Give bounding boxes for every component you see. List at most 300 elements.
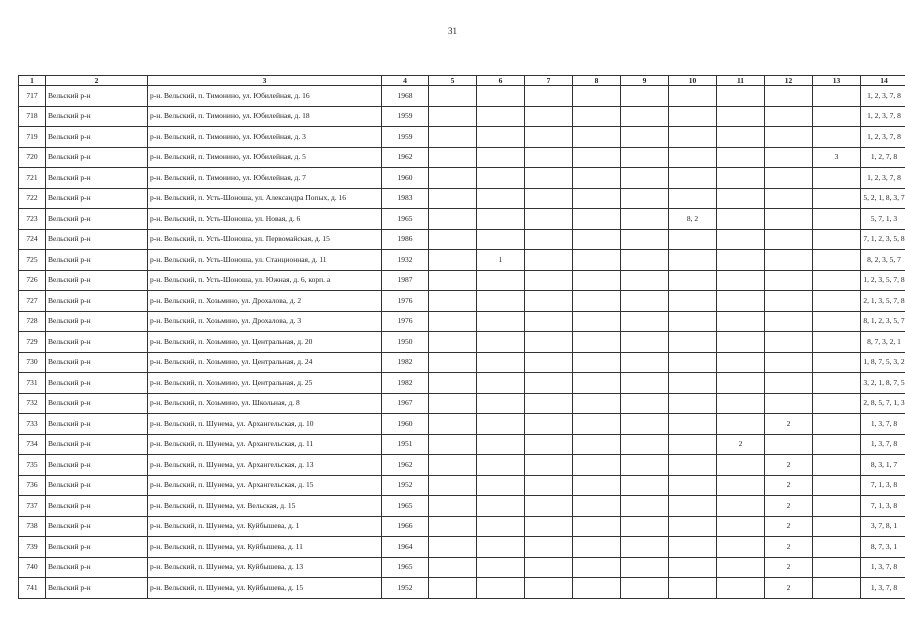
- table-cell-col-14: 8, 7, 3, 2, 1: [861, 332, 905, 353]
- table-cell-col-1: 727: [19, 291, 46, 312]
- page-number: 31: [448, 26, 457, 36]
- table-cell-col-1: 738: [19, 516, 46, 537]
- table-cell-col-4: 1965: [382, 496, 429, 517]
- table-cell-col-2: Вельский р-н: [46, 209, 148, 230]
- table-cell-col-9: [621, 332, 669, 353]
- table-cell-col-6: [477, 127, 525, 148]
- column-header-10: 10: [669, 76, 717, 86]
- table-cell-col-5: [429, 578, 477, 599]
- table-cell-col-12: [765, 434, 813, 455]
- table-cell-col-6: [477, 332, 525, 353]
- table-cell-col-8: [573, 250, 621, 271]
- table-cell-col-10: [669, 414, 717, 435]
- table-cell-col-9: [621, 475, 669, 496]
- table-cell-col-3: р-н. Вельский, п. Хозьмино, ул. Дрохалова, д. 3: [148, 311, 382, 332]
- table-cell-col-10: [669, 229, 717, 250]
- table-cell-col-4: 1976: [382, 291, 429, 312]
- column-header-2: 2: [46, 76, 148, 86]
- table-cell-col-4: 1986: [382, 229, 429, 250]
- table-cell-col-8: [573, 414, 621, 435]
- table-cell-col-7: [525, 516, 573, 537]
- table-cell-col-5: [429, 229, 477, 250]
- table-cell-col-3: р-н. Вельский, п. Тимонино, ул. Юбилейная, д. 3: [148, 127, 382, 148]
- table-cell-col-3: р-н. Вельский, п. Хозьмино, ул. Школьная, д. 8: [148, 393, 382, 414]
- table-row: [19, 229, 905, 250]
- table-cell-col-11: [717, 516, 765, 537]
- table-cell-col-1: 718: [19, 106, 46, 127]
- table-cell-col-1: 722: [19, 188, 46, 209]
- table-cell-col-14: 8, 7, 3, 1: [861, 537, 905, 558]
- table-cell-col-7: [525, 106, 573, 127]
- table-cell-col-2: Вельский р-н: [46, 516, 148, 537]
- table-cell-col-10: [669, 188, 717, 209]
- table-cell-col-7: [525, 127, 573, 148]
- table-row: [19, 414, 905, 435]
- table-cell-col-4: 1968: [382, 86, 429, 107]
- table-cell-col-7: [525, 270, 573, 291]
- table-cell-col-8: [573, 496, 621, 517]
- table-cell-col-5: [429, 311, 477, 332]
- table-cell-col-1: 740: [19, 557, 46, 578]
- table-cell-col-11: [717, 332, 765, 353]
- table-cell-col-7: [525, 578, 573, 599]
- table-cell-col-5: [429, 373, 477, 394]
- table-cell-col-6: [477, 475, 525, 496]
- table-cell-col-9: [621, 229, 669, 250]
- table-cell-col-5: [429, 332, 477, 353]
- table-cell-col-4: 1952: [382, 475, 429, 496]
- table-cell-col-6: [477, 557, 525, 578]
- table-row: [19, 291, 905, 312]
- table-cell-col-3: р-н. Вельский, п. Тимонино, ул. Юбилейная, д. 18: [148, 106, 382, 127]
- table-cell-col-10: [669, 475, 717, 496]
- column-header-11: 11: [717, 76, 765, 86]
- table-cell-col-1: 729: [19, 332, 46, 353]
- table-cell-col-13: [813, 434, 861, 455]
- table-cell-col-7: [525, 373, 573, 394]
- table-cell-col-3: р-н. Вельский, п. Шунема, ул. Архангельская, д. 13: [148, 455, 382, 476]
- table-cell-col-5: [429, 557, 477, 578]
- table-cell-col-7: [525, 86, 573, 107]
- table-cell-col-8: [573, 229, 621, 250]
- table-cell-col-3: р-н. Вельский, п. Хозьмино, ул. Дрохалова, д. 2: [148, 291, 382, 312]
- table-cell-col-6: [477, 496, 525, 517]
- table-cell-col-4: 1965: [382, 557, 429, 578]
- table-cell-col-12: [765, 373, 813, 394]
- table-cell-col-11: [717, 496, 765, 517]
- table-cell-col-13: [813, 578, 861, 599]
- table-cell-col-9: [621, 168, 669, 189]
- table-cell-col-13: [813, 168, 861, 189]
- table-cell-col-7: [525, 311, 573, 332]
- table-cell-col-13: [813, 250, 861, 271]
- table-cell-col-13: [813, 106, 861, 127]
- table-cell-col-10: [669, 250, 717, 271]
- table-cell-col-8: [573, 475, 621, 496]
- table-cell-col-5: [429, 475, 477, 496]
- table-cell-col-10: [669, 168, 717, 189]
- table-cell-col-3: р-н. Вельский, п. Хозьмино, ул. Центральная, д. 24: [148, 352, 382, 373]
- table-cell-col-6: [477, 537, 525, 558]
- table-cell-col-8: [573, 393, 621, 414]
- table-cell-col-13: [813, 332, 861, 353]
- table-cell-col-2: Вельский р-н: [46, 475, 148, 496]
- table-cell-col-11: [717, 147, 765, 168]
- table-cell-col-5: [429, 270, 477, 291]
- table-cell-col-5: [429, 209, 477, 230]
- table-cell-col-13: [813, 291, 861, 312]
- table-cell-col-2: Вельский р-н: [46, 455, 148, 476]
- column-header-3: 3: [148, 76, 382, 86]
- table-cell-col-14: 2, 8, 5, 7, 1, 3: [861, 393, 905, 414]
- table-row: [19, 86, 905, 107]
- table-cell-col-3: р-н. Вельский, п. Тимонино, ул. Юбилейная, д. 16: [148, 86, 382, 107]
- table-cell-col-11: 2: [717, 434, 765, 455]
- table-cell-col-9: [621, 496, 669, 517]
- table-cell-col-1: 736: [19, 475, 46, 496]
- table-cell-col-5: [429, 127, 477, 148]
- table-cell-col-5: [429, 414, 477, 435]
- table-cell-col-2: Вельский р-н: [46, 557, 148, 578]
- table-cell-col-8: [573, 106, 621, 127]
- table-cell-col-5: [429, 291, 477, 312]
- column-header-1: 1: [19, 76, 46, 86]
- table-cell-col-1: 726: [19, 270, 46, 291]
- table-cell-col-6: [477, 373, 525, 394]
- table-cell-col-3: р-н. Вельский, п. Тимонино, ул. Юбилейная, д. 5: [148, 147, 382, 168]
- table-cell-col-9: [621, 106, 669, 127]
- table-cell-col-6: [477, 168, 525, 189]
- table-row: [19, 557, 905, 578]
- table-cell-col-9: [621, 578, 669, 599]
- table-cell-col-10: [669, 106, 717, 127]
- table-cell-col-6: [477, 106, 525, 127]
- table-cell-col-6: [477, 414, 525, 435]
- table-cell-col-7: [525, 209, 573, 230]
- table-cell-col-4: 1967: [382, 393, 429, 414]
- table-cell-col-8: [573, 270, 621, 291]
- column-header-8: 8: [573, 76, 621, 86]
- table-cell-col-12: [765, 291, 813, 312]
- column-header-7: 7: [525, 76, 573, 86]
- table-cell-col-7: [525, 250, 573, 271]
- table-cell-col-6: [477, 188, 525, 209]
- table-cell-col-11: [717, 270, 765, 291]
- table-row: [19, 352, 905, 373]
- table-cell-col-1: 733: [19, 414, 46, 435]
- table-cell-col-8: [573, 332, 621, 353]
- table-cell-col-1: 741: [19, 578, 46, 599]
- table-cell-col-1: 725: [19, 250, 46, 271]
- table-cell-col-10: [669, 557, 717, 578]
- table-cell-col-13: [813, 127, 861, 148]
- table-cell-col-12: [765, 229, 813, 250]
- table-cell-col-6: [477, 229, 525, 250]
- table-cell-col-14: 1, 8, 7, 5, 3, 2: [861, 352, 905, 373]
- table-cell-col-4: 1962: [382, 147, 429, 168]
- table-cell-col-11: [717, 291, 765, 312]
- table-cell-col-12: [765, 188, 813, 209]
- table-cell-col-2: Вельский р-н: [46, 373, 148, 394]
- table-cell-col-8: [573, 373, 621, 394]
- table-cell-col-11: [717, 311, 765, 332]
- table-cell-col-9: [621, 516, 669, 537]
- table-cell-col-2: Вельский р-н: [46, 578, 148, 599]
- table-cell-col-12: 2: [765, 475, 813, 496]
- table-cell-col-3: р-н. Вельский, п. Усть-Шоноша, ул. Южная, д. 6, корп. а: [148, 270, 382, 291]
- table-cell-col-10: [669, 373, 717, 394]
- table-cell-col-8: [573, 291, 621, 312]
- table-cell-col-8: [573, 516, 621, 537]
- table-cell-col-10: [669, 332, 717, 353]
- table-cell-col-10: 8, 2: [669, 209, 717, 230]
- table-cell-col-2: Вельский р-н: [46, 352, 148, 373]
- table-cell-col-7: [525, 475, 573, 496]
- table-cell-col-7: [525, 537, 573, 558]
- table-cell-col-1: 732: [19, 393, 46, 414]
- table-cell-col-4: 1950: [382, 332, 429, 353]
- table-cell-col-2: Вельский р-н: [46, 393, 148, 414]
- table-row: [19, 434, 905, 455]
- table-cell-col-6: [477, 311, 525, 332]
- table-cell-col-1: 720: [19, 147, 46, 168]
- table-cell-col-11: [717, 578, 765, 599]
- table-cell-col-11: [717, 209, 765, 230]
- table-cell-col-13: [813, 352, 861, 373]
- table-cell-col-13: [813, 475, 861, 496]
- table-cell-col-7: [525, 352, 573, 373]
- table-row: [19, 537, 905, 558]
- table-cell-col-3: р-н. Вельский, п. Шунема, ул. Архангельская, д. 15: [148, 475, 382, 496]
- table-cell-col-9: [621, 291, 669, 312]
- table-cell-col-14: 1, 2, 3, 7, 8: [861, 127, 905, 148]
- table-cell-col-8: [573, 209, 621, 230]
- table-cell-col-9: [621, 455, 669, 476]
- table-cell-col-13: [813, 311, 861, 332]
- table-cell-col-11: [717, 250, 765, 271]
- table-cell-col-12: [765, 270, 813, 291]
- table-cell-col-13: [813, 557, 861, 578]
- table-cell-col-8: [573, 434, 621, 455]
- table-cell-col-4: 1951: [382, 434, 429, 455]
- table-cell-col-9: [621, 209, 669, 230]
- table-cell-col-12: [765, 311, 813, 332]
- table-cell-col-7: [525, 332, 573, 353]
- table-cell-col-13: [813, 270, 861, 291]
- table-cell-col-12: [765, 250, 813, 271]
- table-row: [19, 373, 905, 394]
- table-row: [19, 496, 905, 517]
- table-cell-col-12: 2: [765, 578, 813, 599]
- table-cell-col-3: р-н. Вельский, п. Шунема, ул. Архангельская, д. 10: [148, 414, 382, 435]
- table-cell-col-2: Вельский р-н: [46, 537, 148, 558]
- table-cell-col-1: 719: [19, 127, 46, 148]
- table-cell-col-12: 2: [765, 414, 813, 435]
- table-cell-col-2: Вельский р-н: [46, 127, 148, 148]
- table-cell-col-12: 2: [765, 496, 813, 517]
- table-cell-col-10: [669, 291, 717, 312]
- table-cell-col-5: [429, 147, 477, 168]
- table-cell-col-14: 1, 3, 7, 8: [861, 414, 905, 435]
- table-cell-col-5: [429, 537, 477, 558]
- table-cell-col-12: [765, 209, 813, 230]
- table-cell-col-2: Вельский р-н: [46, 86, 148, 107]
- table-cell-col-13: [813, 86, 861, 107]
- table-cell-col-13: [813, 537, 861, 558]
- table-cell-col-5: [429, 106, 477, 127]
- table-cell-col-12: [765, 106, 813, 127]
- table-cell-col-3: р-н. Вельский, п. Шунема, ул. Архангельская, д. 11: [148, 434, 382, 455]
- table-cell-col-8: [573, 86, 621, 107]
- table-cell-col-1: 724: [19, 229, 46, 250]
- table-cell-col-3: р-н. Вельский, п. Усть-Шоноша, ул. Первомайская, д. 15: [148, 229, 382, 250]
- table-cell-col-3: р-н. Вельский, п. Хозьмино, ул. Центральная, д. 25: [148, 373, 382, 394]
- table-cell-col-12: [765, 332, 813, 353]
- table-cell-col-11: [717, 393, 765, 414]
- table-row: [19, 250, 905, 271]
- table-cell-col-11: [717, 127, 765, 148]
- table-cell-col-12: 2: [765, 557, 813, 578]
- table-cell-col-12: [765, 168, 813, 189]
- table-cell-col-3: р-н. Вельский, п. Тимонино, ул. Юбилейная, д. 7: [148, 168, 382, 189]
- table-cell-col-5: [429, 434, 477, 455]
- table-cell-col-11: [717, 455, 765, 476]
- table-cell-col-4: 1982: [382, 373, 429, 394]
- table-cell-col-2: Вельский р-н: [46, 188, 148, 209]
- table-cell-col-5: [429, 496, 477, 517]
- table-cell-col-9: [621, 86, 669, 107]
- table-cell-col-4: 1959: [382, 127, 429, 148]
- column-header-4: 4: [382, 76, 429, 86]
- table-cell-col-13: [813, 496, 861, 517]
- table-cell-col-1: 735: [19, 455, 46, 476]
- table-cell-col-3: р-н. Вельский, п. Шунема, ул. Куйбышева, д. 11: [148, 537, 382, 558]
- table-cell-col-1: 721: [19, 168, 46, 189]
- table-cell-col-2: Вельский р-н: [46, 291, 148, 312]
- table-cell-col-5: [429, 455, 477, 476]
- table-cell-col-4: 1959: [382, 106, 429, 127]
- table-cell-col-4: 1983: [382, 188, 429, 209]
- table-cell-col-6: [477, 291, 525, 312]
- table-cell-col-12: 2: [765, 537, 813, 558]
- table-cell-col-11: [717, 168, 765, 189]
- table-cell-col-14: 7, 1, 3, 8: [861, 475, 905, 496]
- table-cell-col-7: [525, 496, 573, 517]
- table-cell-col-2: Вельский р-н: [46, 106, 148, 127]
- table-cell-col-8: [573, 168, 621, 189]
- data-table: [18, 75, 905, 599]
- column-header-12: 12: [765, 76, 813, 86]
- table-cell-col-11: [717, 352, 765, 373]
- table-cell-col-7: [525, 557, 573, 578]
- table-cell-col-10: [669, 147, 717, 168]
- column-header-13: 13: [813, 76, 861, 86]
- column-header-9: 9: [621, 76, 669, 86]
- table-cell-col-12: [765, 147, 813, 168]
- table-cell-col-13: [813, 188, 861, 209]
- table-cell-col-12: [765, 127, 813, 148]
- table-cell-col-14: 7, 1, 2, 3, 5, 8: [861, 229, 905, 250]
- table-cell-col-10: [669, 516, 717, 537]
- table-cell-col-6: [477, 352, 525, 373]
- table-cell-col-3: р-н. Вельский, п. Усть-Шоноша, ул. Александра Попых, д. 16: [148, 188, 382, 209]
- table-cell-col-2: Вельский р-н: [46, 332, 148, 353]
- table-row: [19, 209, 905, 230]
- table-cell-col-10: [669, 127, 717, 148]
- table-cell-col-14: 1, 3, 7, 8: [861, 578, 905, 599]
- table-row: [19, 578, 905, 599]
- table-cell-col-8: [573, 311, 621, 332]
- table-cell-col-5: [429, 352, 477, 373]
- table-cell-col-7: [525, 229, 573, 250]
- table-cell-col-6: [477, 516, 525, 537]
- table-cell-col-5: [429, 86, 477, 107]
- table-cell-col-7: [525, 188, 573, 209]
- table-cell-col-14: 1, 2, 7, 8: [861, 147, 905, 168]
- table-cell-col-1: 734: [19, 434, 46, 455]
- table-cell-col-4: 1982: [382, 352, 429, 373]
- table-cell-col-2: Вельский р-н: [46, 250, 148, 271]
- table-cell-col-3: р-н. Вельский, п. Шунема, ул. Вельская, д. 15: [148, 496, 382, 517]
- table-cell-col-7: [525, 434, 573, 455]
- table-cell-col-2: Вельский р-н: [46, 168, 148, 189]
- table-row: [19, 393, 905, 414]
- table-cell-col-10: [669, 86, 717, 107]
- table-row: [19, 168, 905, 189]
- table-cell-col-6: [477, 270, 525, 291]
- table-cell-col-6: [477, 86, 525, 107]
- table-cell-col-10: [669, 455, 717, 476]
- table-cell-col-10: [669, 393, 717, 414]
- table-cell-col-12: 2: [765, 455, 813, 476]
- table-cell-col-1: 717: [19, 86, 46, 107]
- table-cell-col-9: [621, 270, 669, 291]
- table-cell-col-5: [429, 393, 477, 414]
- table-cell-col-6: [477, 209, 525, 230]
- table-row: [19, 188, 905, 209]
- table-cell-col-14: 1, 2, 3, 5, 7, 8: [861, 270, 905, 291]
- table-cell-col-8: [573, 188, 621, 209]
- table-cell-col-9: [621, 147, 669, 168]
- table-cell-col-8: [573, 352, 621, 373]
- table-cell-col-3: р-н. Вельский, п. Шунема, ул. Куйбышева, д. 15: [148, 578, 382, 599]
- table-cell-col-9: [621, 127, 669, 148]
- table-cell-col-9: [621, 250, 669, 271]
- table-cell-col-8: [573, 455, 621, 476]
- table-cell-col-2: Вельский р-н: [46, 496, 148, 517]
- table-cell-col-12: [765, 352, 813, 373]
- table-cell-col-4: 1987: [382, 270, 429, 291]
- table-cell-col-1: 731: [19, 373, 46, 394]
- column-header-5: 5: [429, 76, 477, 86]
- table-cell-col-9: [621, 352, 669, 373]
- table-cell-col-10: [669, 270, 717, 291]
- table-cell-col-9: [621, 537, 669, 558]
- table-cell-col-11: [717, 414, 765, 435]
- table-cell-col-13: [813, 229, 861, 250]
- table-row: [19, 106, 905, 127]
- table-cell-col-11: [717, 106, 765, 127]
- table-cell-col-3: р-н. Вельский, п. Хозьмино, ул. Центральная, д. 20: [148, 332, 382, 353]
- table-cell-col-1: 730: [19, 352, 46, 373]
- column-header-6: 6: [477, 76, 525, 86]
- table-cell-col-3: р-н. Вельский, п. Шунема, ул. Куйбышева, д. 1: [148, 516, 382, 537]
- table-row: [19, 270, 905, 291]
- table-cell-col-5: [429, 250, 477, 271]
- table-cell-col-9: [621, 434, 669, 455]
- table-cell-col-6: [477, 147, 525, 168]
- table-cell-col-6: [477, 578, 525, 599]
